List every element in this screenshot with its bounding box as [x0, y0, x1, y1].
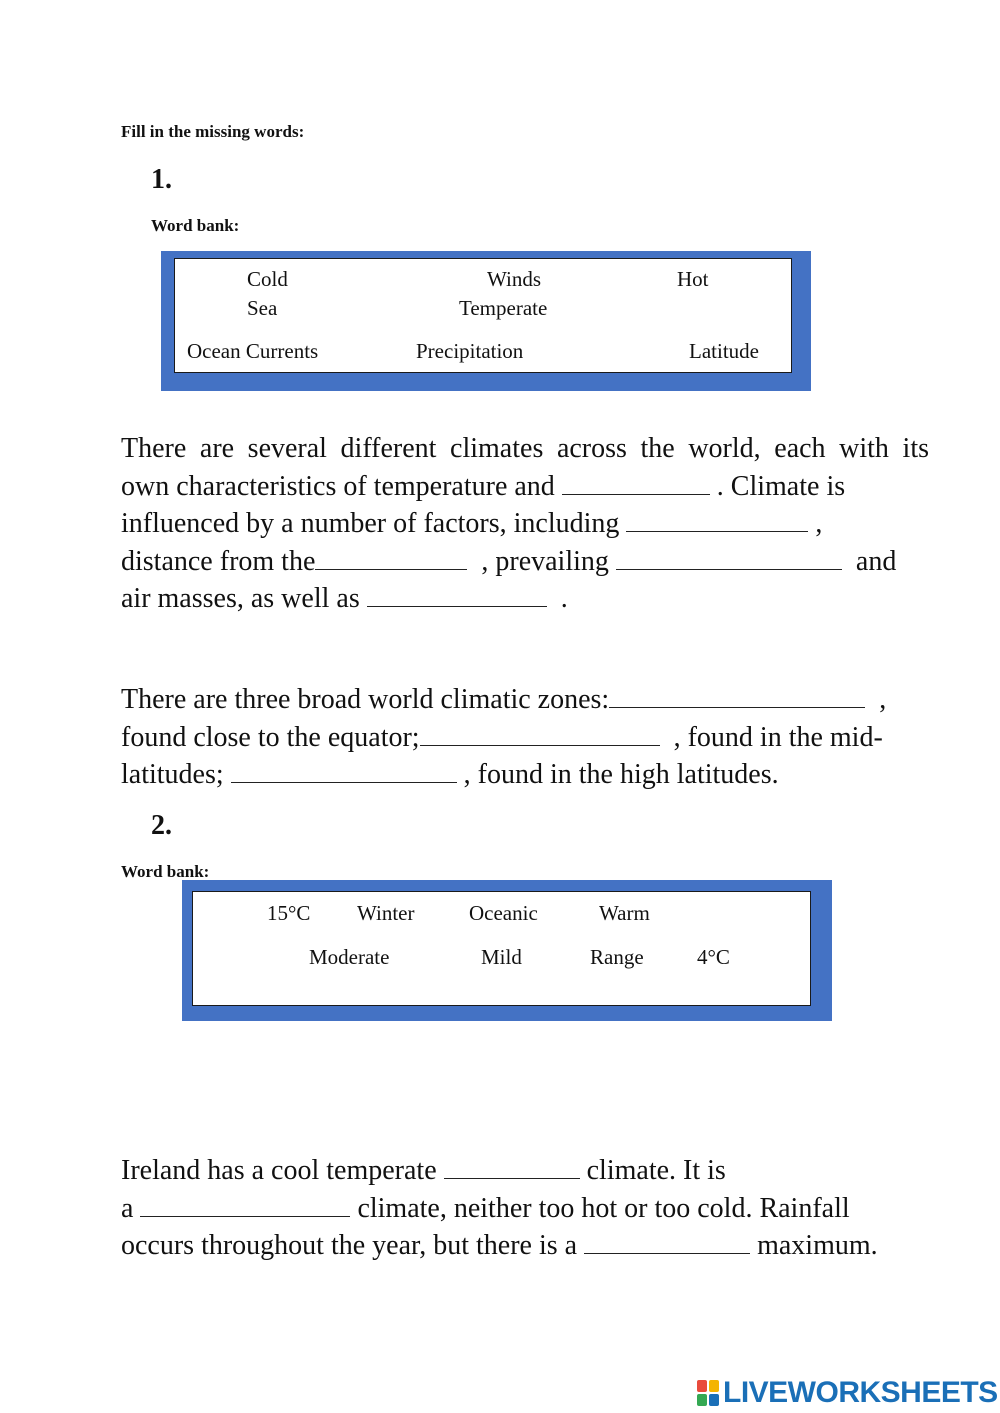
q1-paragraph-2: [121, 681, 929, 794]
q2-word-bank: [192, 891, 811, 1006]
blank-input[interactable]: [584, 1231, 750, 1254]
question-1-number: 1.: [151, 164, 172, 195]
text-segment: maximum.: [757, 1230, 878, 1261]
text-segment: air masses, as well as: [121, 583, 360, 614]
word-ocean-currents[interactable]: Ocean Currents: [187, 339, 319, 363]
word-precipitation[interactable]: Precipitation: [416, 339, 524, 363]
text-segment: climate, neither too hot or too cold. Rainfall: [357, 1192, 850, 1224]
logo-mark-icon: [697, 1380, 719, 1406]
text-segment: influenced by a number of factors, including: [121, 508, 620, 539]
word-cold[interactable]: Cold: [247, 267, 288, 291]
blank-input[interactable]: [231, 760, 457, 783]
text-segment: latitudes;: [121, 759, 224, 790]
blank-input[interactable]: [315, 547, 467, 570]
q1-paragraph-1: [121, 430, 929, 618]
word-winter[interactable]: Winter: [357, 901, 415, 925]
text-segment: own characteristics of temperature and: [121, 470, 555, 502]
blank-input[interactable]: [367, 584, 547, 607]
q2-paragraph: [121, 1152, 929, 1265]
blank-input[interactable]: [444, 1156, 580, 1179]
text-segment: There are three broad world climatic zones:: [121, 684, 610, 715]
text-segment: , found in the mid-: [673, 721, 883, 753]
instructions: Fill in the missing words:: [121, 122, 305, 141]
text-segment: climate. It is: [586, 1155, 726, 1186]
text-segment: .: [560, 583, 568, 614]
text-segment: found close to the equator;: [121, 721, 420, 753]
word-mild[interactable]: Mild: [481, 945, 522, 969]
text-line: There are several different climates across the world, each with its: [121, 433, 929, 464]
blank-input[interactable]: [609, 685, 865, 708]
word-winds[interactable]: Winds: [487, 267, 541, 291]
text-segment: ,: [815, 508, 823, 539]
text-segment: a: [121, 1192, 134, 1224]
question-2-number: 2.: [151, 810, 172, 841]
blank-input[interactable]: [420, 723, 660, 746]
q2-word-bank-label: Word bank:: [121, 862, 210, 881]
word-latitude[interactable]: Latitude: [689, 339, 759, 363]
q1-word-bank: [174, 258, 792, 373]
text-segment: . Climate is: [716, 470, 846, 502]
text-segment: occurs throughout the year, but there is a: [121, 1230, 578, 1261]
text-segment: and: [855, 545, 897, 577]
blank-input[interactable]: [626, 509, 808, 532]
logo-text: LIVEWORKSHEETS: [723, 1376, 998, 1409]
word-moderate[interactable]: Moderate: [309, 945, 390, 969]
text-segment: ,: [879, 684, 887, 715]
q1-word-bank-label: Word bank:: [151, 216, 240, 235]
word-4c[interactable]: 4°C: [697, 945, 730, 969]
blank-input[interactable]: [562, 472, 710, 495]
word-oceanic[interactable]: Oceanic: [469, 901, 538, 925]
word-range[interactable]: Range: [590, 945, 644, 969]
word-temperate[interactable]: Temperate: [459, 296, 548, 320]
text-segment: , found in the high latitudes.: [463, 759, 779, 790]
text-segment: , prevailing: [481, 545, 609, 577]
word-warm[interactable]: Warm: [599, 901, 650, 925]
text-segment: Ireland has a cool temperate: [121, 1155, 437, 1186]
word-hot[interactable]: Hot: [677, 267, 709, 291]
word-15c[interactable]: 15°C: [267, 901, 311, 925]
word-sea[interactable]: Sea: [247, 296, 278, 320]
liveworksheets-logo: [697, 1377, 998, 1409]
blank-input[interactable]: [140, 1194, 350, 1217]
text-segment: distance from the: [121, 545, 316, 577]
blank-input[interactable]: [616, 547, 842, 570]
